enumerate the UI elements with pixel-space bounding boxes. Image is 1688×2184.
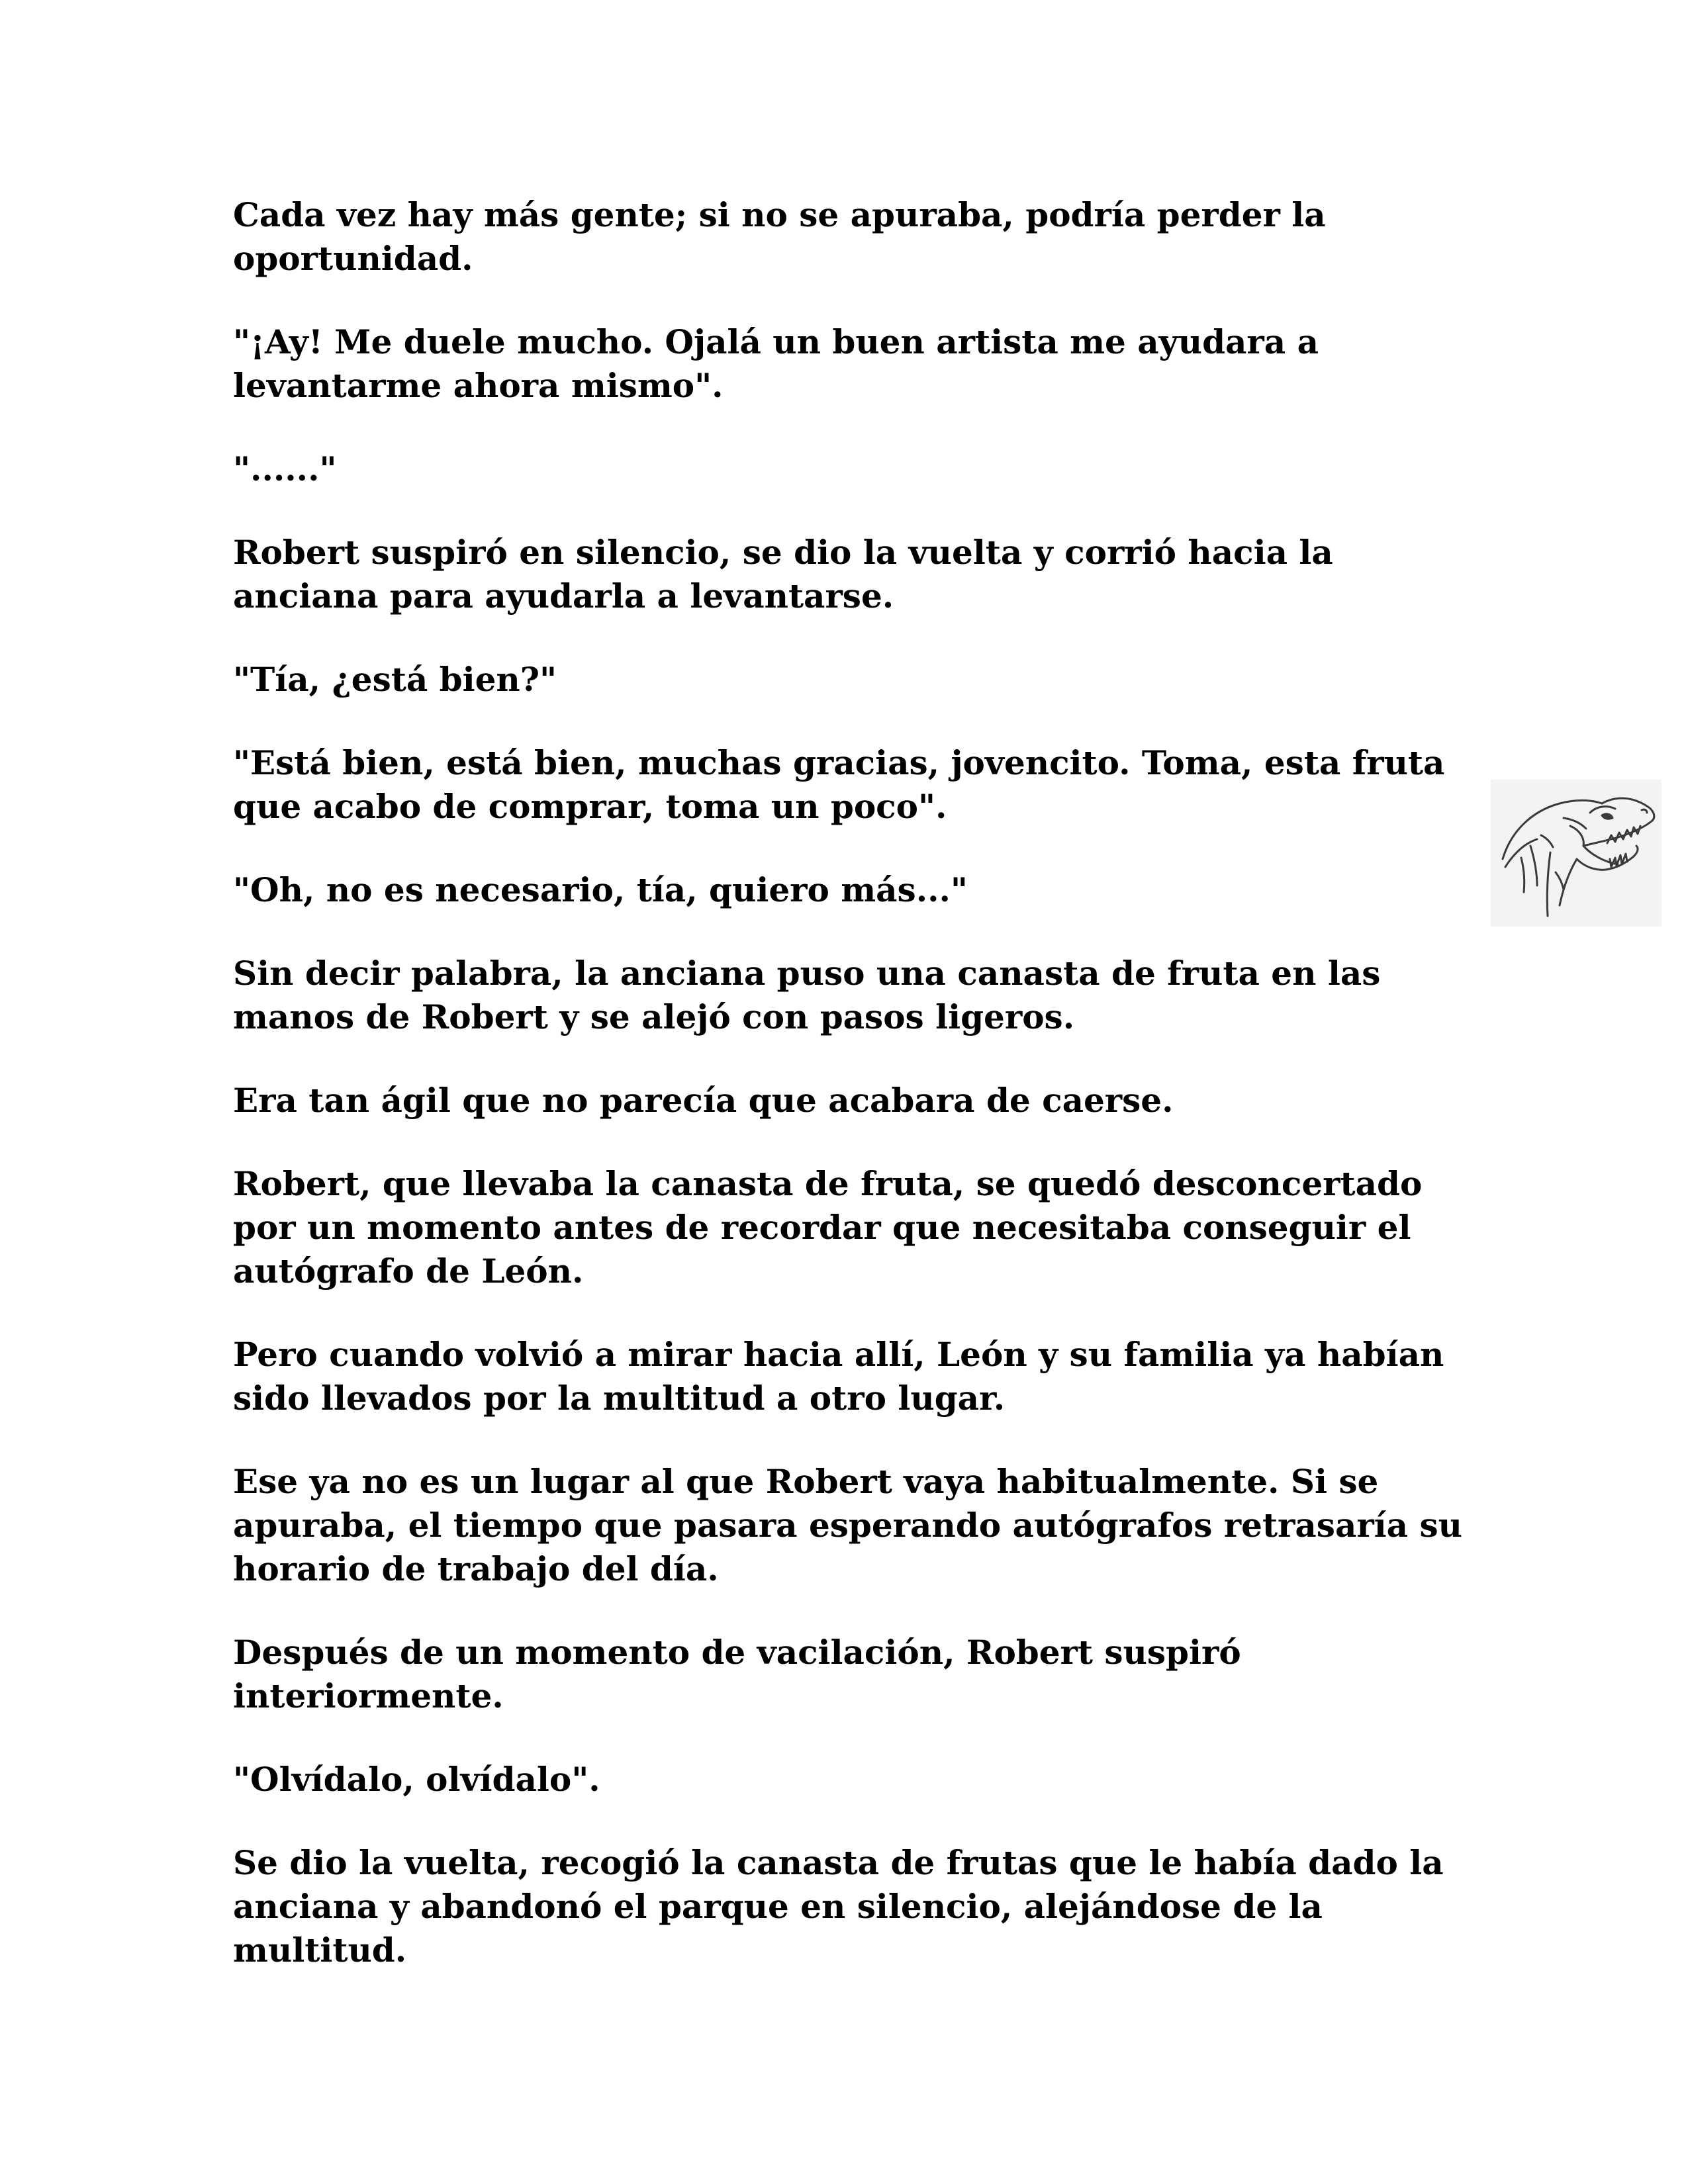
paragraph: "Oh, no es necesario, tía, quiero más..." bbox=[233, 870, 968, 909]
paragraph: Sin decir palabra, la anciana puso una canasta de fruta en las manos de Robert y se alejó con pasos ligeros. bbox=[233, 954, 1381, 1036]
body-text bbox=[233, 193, 1477, 1972]
paragraph: "Está bien, está bien, muchas gracias, jovencito. Toma, esta fruta que acabo de comprar, toma un poco". bbox=[233, 743, 1445, 826]
paragraph: Robert suspiró en silencio, se dio la vuelta y corrió hacia la anciana para ayudarla a levantarse. bbox=[233, 533, 1333, 615]
paragraph: Ese ya no es un lugar al que Robert vaya habitualmente. Si se apuraba, el tiempo que pasara esperando autógrafos retrasaría su horario de trabajo del día. bbox=[233, 1462, 1462, 1588]
paragraph: "Olvídalo, olvídalo". bbox=[233, 1760, 600, 1799]
dinosaur-sketch-icon bbox=[1491, 780, 1662, 927]
paragraph: Cada vez hay más gente; si no se apuraba, podría perder la oportunidad. bbox=[233, 195, 1326, 278]
paragraph: "Tía, ¿está bien?" bbox=[233, 660, 557, 699]
paragraph: Robert, que llevaba la canasta de fruta, se quedó desconcertado por un momento antes de recordar que necesitaba conseguir el autógrafo de León. bbox=[233, 1164, 1423, 1291]
paragraph: "......" bbox=[233, 449, 337, 488]
paragraph: Pero cuando volvió a mirar hacia allí, León y su familia ya habían sido llevados por la multitud a otro lugar. bbox=[233, 1335, 1444, 1418]
paragraph: "¡Ay! Me duele mucho. Ojalá un buen artista me ayudara a levantarme ahora mismo". bbox=[233, 322, 1319, 405]
paragraph: Después de un momento de vacilación, Robert suspiró interiormente. bbox=[233, 1633, 1241, 1715]
paragraph: Era tan ágil que no parecía que acabara de caerse. bbox=[233, 1081, 1174, 1120]
paragraph: Se dio la vuelta, recogió la canasta de frutas que le había dado la anciana y abandonó el parque en silencio, alejándose de la multitud. bbox=[233, 1843, 1444, 1970]
